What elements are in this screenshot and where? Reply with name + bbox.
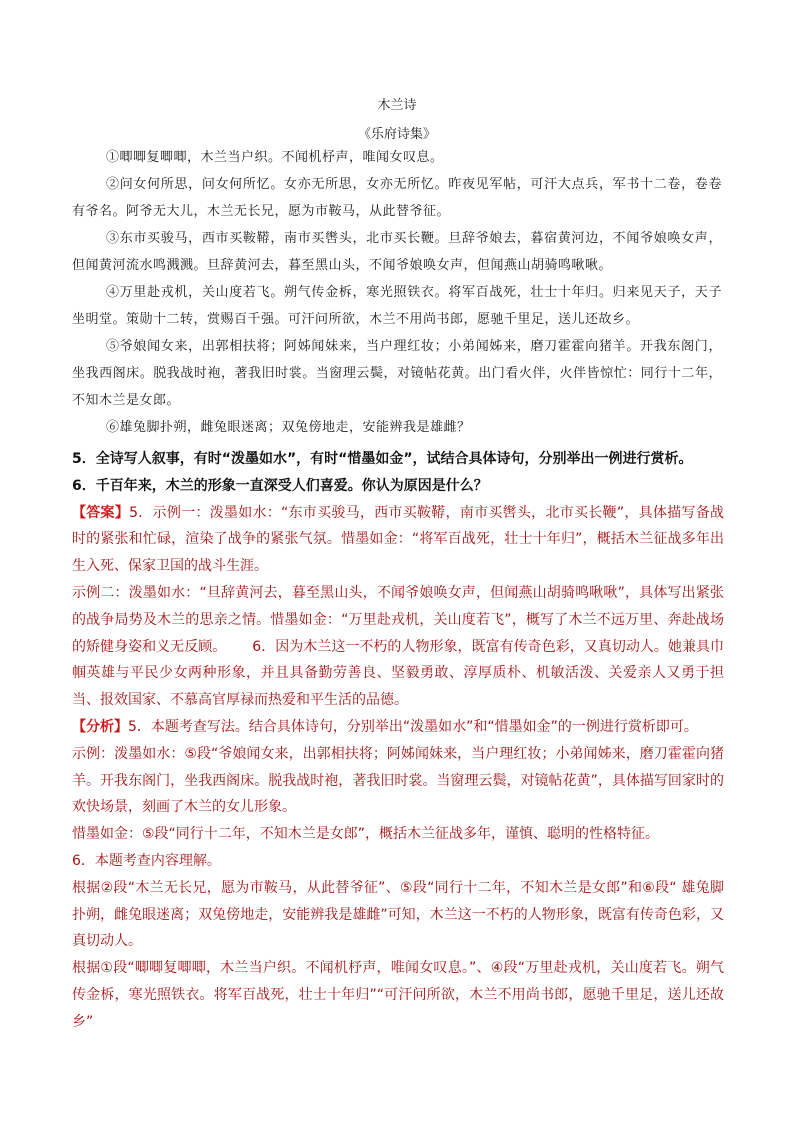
analysis-paragraph: 示例：泼墨如水：⑤段“爷娘闻女来，出郭相扶将；阿姊闻妹来，当户理红妆；小弟闻姊来，磨刀霍霍向猪羊。开我东阁门，坐我西阁床。脱我战时袍，著我旧时裳。当窗理云鬓，对镜帖花黄”，具体描写回家时的欢快场景，刻画了木兰的女儿形象。 xyxy=(72,745,724,816)
analysis-paragraph: 根据①段“唧唧复唧唧，木兰当户织。不闻机杼声，唯闻女叹息。”、④段“万里赴戎机，关山度若飞。朔气传金柝，寒光照铁衣。将军百战死，壮士十年归”“可汗问所欲，木兰不用尚书郎，愿驰千里足，送儿还故乡” xyxy=(72,960,724,1030)
poem-body xyxy=(72,144,722,441)
poem-stanza: ③东市买骏马，西市买鞍鞯，南市买辔头，北市买长鞭。旦辞爷娘去，暮宿黄河边，不闻爷娘唤女声，但闻黄河流水鸣溅溅。旦辞黄河去，暮至黑山头，不闻爷娘唤女声，但闻燕山胡骑鸣啾啾。 xyxy=(72,231,722,273)
qa-section xyxy=(72,446,724,1036)
question-5: 5．全诗写人叙事，有时“泼墨如水”，有时“惜墨如金”，试结合具体诗句，分别举出一例进行赏析。 xyxy=(72,451,693,467)
answer-paragraph xyxy=(72,580,724,714)
poem-stanza: ④万里赴戎机，关山度若飞。朔气传金柝，寒光照铁衣。将军百战死，壮士十年归。归来见天子，天子坐明堂。策勋十二转，赏赐百千强。可汗问所欲，木兰不用尚书郎，愿驰千里足，送儿还故乡。 xyxy=(72,285,722,327)
answer-text: 6．因为木兰这一不朽的人物形象，既富有传奇色彩，又真切动人。她兼具巾帼英雄与平民少女两种形象，并且具备勤劳善良、坚毅勇敢、淳厚质朴、机敏活泼、关爱亲人又勇于担当、报效国家、不慕高官厚禄而热爱和平生活的品德。 xyxy=(72,638,725,709)
analysis-paragraph: 惜墨如金：⑤段“同行十二年，不知木兰是女郎”，概括木兰征战多年，谨慎、聪明的性格特征。 xyxy=(72,826,660,843)
answer-text: 5．示例一：泼墨如水：“东市买骏马，西市买鞍鞯，南市买辔头，北市买长鞭”，具体描写备战时的紧张和忙碌，渲染了战争的紧张气氛。惜墨如金：“将军百战死，壮士十年归”，概括木兰征战多年出生入死、保家卫国的战斗生涯。 xyxy=(72,504,724,575)
poem-title: 木兰诗 xyxy=(377,98,417,113)
analysis-tag: 【分析】 xyxy=(72,718,128,735)
answer-tag: 【答案】 xyxy=(72,504,130,521)
poem-source: 《乐府诗集》 xyxy=(357,127,436,142)
poem-stanza: ⑥雄兔脚扑朔，雌兔眼迷离；双兔傍地走，安能辨我是雄雌？ xyxy=(106,420,471,435)
poem-stanza: ⑤爷娘闻女来，出郭相扶将；阿姊闻妹来，当户理红妆；小弟闻姊来，磨刀霍霍向猪羊。开我东阁门，坐我西阁床。脱我战时袍，著我旧时裳。当窗理云鬓，对镜帖花黄。出门看火伴，火伴皆惊忙：同行十二年，不知木兰是女郎。 xyxy=(72,339,722,408)
analysis-paragraph: 根据②段“木兰无长兄，愿为市鞍马，从此替爷征”、⑤段“同行十二年，不知木兰是女郎”和⑥段“ 雄兔脚扑朔，雌兔眼迷离；双兔傍地走，安能辨我是雄雌”可知，木兰这一不朽的人物形象，既富有传奇色彩，又真切动人。 xyxy=(72,879,724,950)
poem-stanza: ②问女何所思，问女何所忆。女亦无所思，女亦无所忆。昨夜见军帖，可汗大点兵，军书十二卷，卷卷有爷名。阿爷无大儿，木兰无长兄，愿为市鞍马，从此替爷征。 xyxy=(72,177,722,219)
answer-text: 示例二：泼墨如水：“旦辞黄河去，暮至黑山头，不闻爷娘唤女声，但闻燕山胡骑鸣啾啾”，具体写出紧张的战争局势及木兰的思亲之情。惜墨如金：“万里赴戎机，关山度若飞”，概写了木兰不远万里、奔赴战场的矫健身姿和义无反顾。 xyxy=(72,584,724,655)
question-6: 6．千百年来，木兰的形象一直深受人们喜爱。你认为原因是什么？ xyxy=(72,477,488,494)
poem-stanza: ①唧唧复唧唧，木兰当户织。不闻机杼声，唯闻女叹息。 xyxy=(106,150,444,165)
analysis-text: 5．本题考查写法。结合具体诗句，分别举出“泼墨如水”和“惜墨如金”的一例进行赏析即可。 xyxy=(128,718,698,735)
analysis-paragraph: 6．本题考查内容理解。 xyxy=(72,852,221,869)
answer-paragraph xyxy=(72,500,724,580)
analysis-paragraph xyxy=(72,714,724,741)
